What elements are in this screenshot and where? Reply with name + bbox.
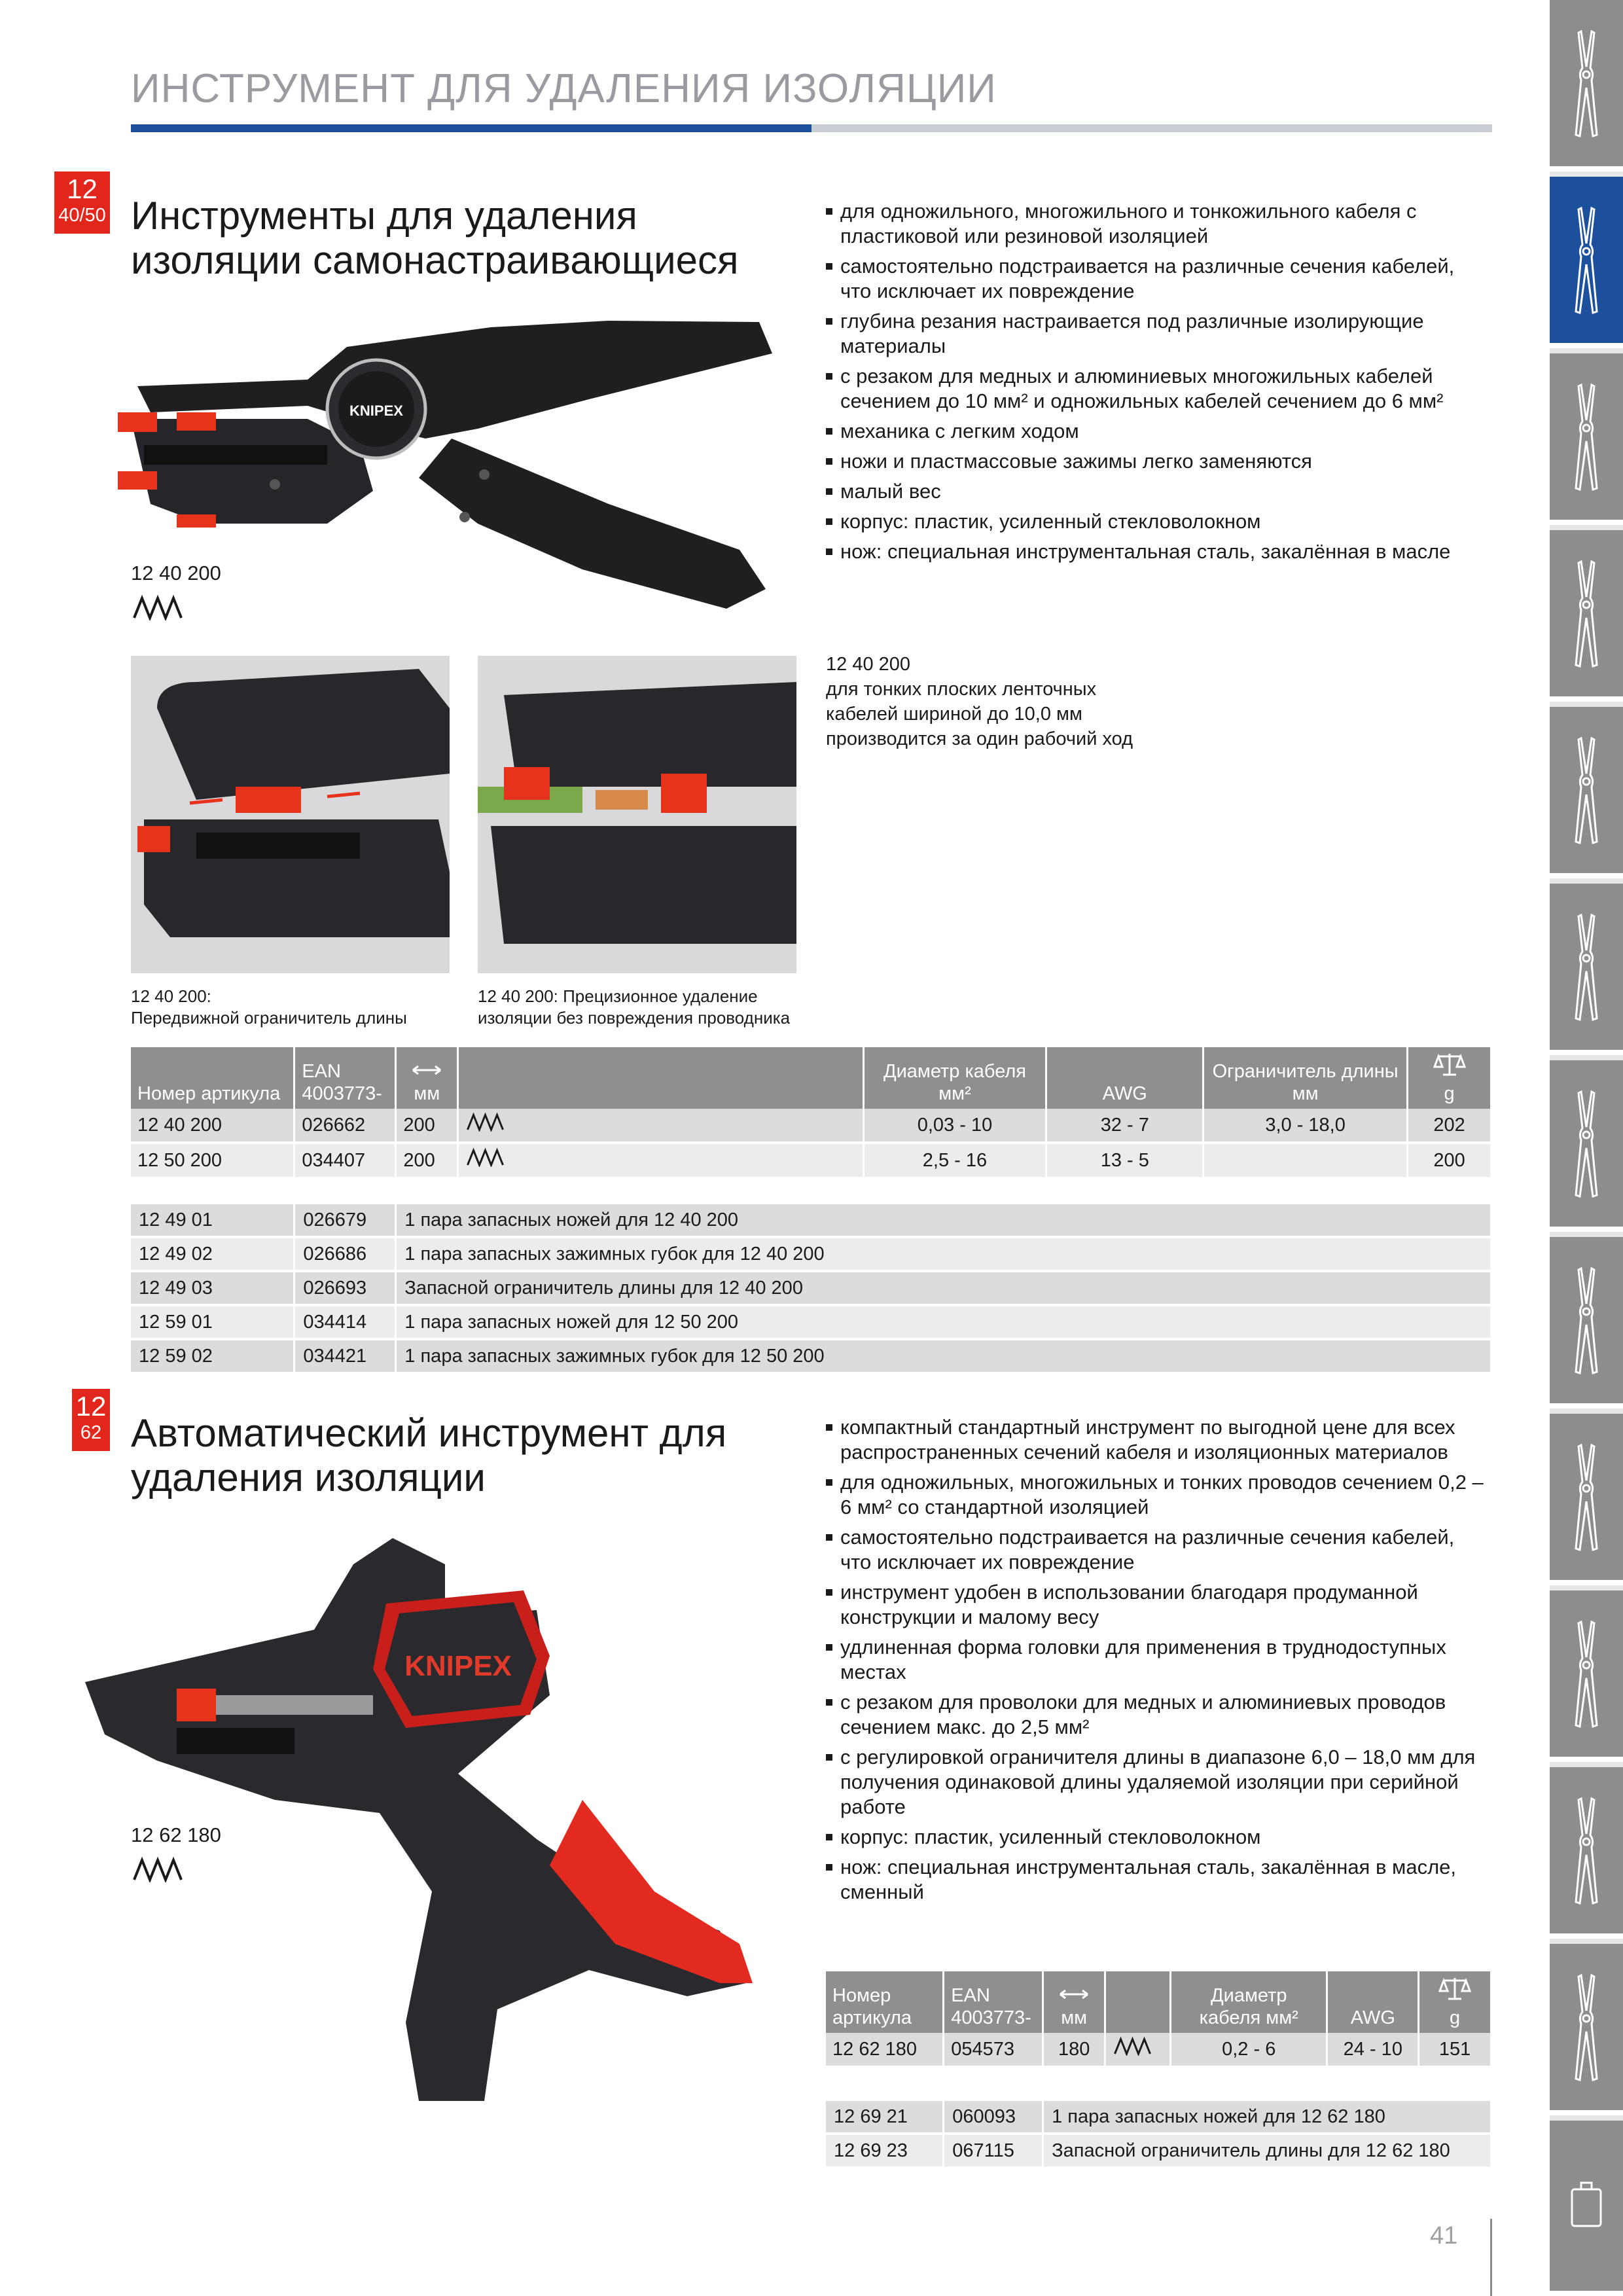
feature-item: с резаком для проволоки для медных и алюминиевых проводов сечением макс. до 2,5 мм² — [826, 1690, 1487, 1740]
cell-ean: 026679 — [294, 1204, 396, 1237]
header-weight-unit: g — [1444, 1083, 1455, 1104]
header-limiter: Ограничитель длины мм — [1204, 1047, 1408, 1109]
caption-line: 12 40 200: — [131, 986, 211, 1006]
note-line: для тонких плоских ленточных — [826, 679, 1097, 700]
cell-awg: 32 - 7 — [1046, 1109, 1204, 1143]
header-article: Номер артикула — [826, 1971, 944, 2033]
cell-article: 12 49 02 — [131, 1237, 294, 1271]
header-article: Номер артикула — [131, 1047, 294, 1109]
note-line: 12 40 200 — [826, 654, 911, 675]
section-title — [131, 194, 739, 283]
feature-item: ножи и пластмассовые зажимы легко заменяются — [826, 449, 1487, 474]
wire-stripper-icon[interactable] — [1550, 177, 1623, 348]
header-weight — [1419, 1971, 1491, 2033]
detail-photo-length-stop — [131, 656, 450, 973]
cell-weight: 200 — [1408, 1143, 1491, 1178]
cell-article: 12 62 180 — [826, 2033, 944, 2067]
note-line: кабелей шириной до 10,0 мм — [826, 704, 1082, 725]
cell-description: 1 пара запасных ножей для 12 50 200 — [396, 1305, 1491, 1339]
cell-ean: 067115 — [944, 2134, 1043, 2168]
detail-photo-precision-strip — [478, 656, 796, 973]
cell-weight: 151 — [1419, 2033, 1491, 2067]
accessories-table — [131, 1204, 1492, 1374]
feature-item: с резаком для медных и алюминиевых многожильных кабелей сечением до 10 мм² и одножильных кабелей сечением до 6 мм² — [826, 364, 1487, 414]
table-row — [131, 1339, 1491, 1373]
cable-cutter-icon[interactable] — [1550, 1414, 1623, 1585]
needle-nose-pliers-icon[interactable] — [1550, 530, 1623, 702]
accessories-table — [826, 2101, 1492, 2169]
cell-limiter — [1204, 1143, 1408, 1178]
header-rule-blue — [131, 124, 812, 132]
table-row — [131, 1305, 1491, 1339]
feature-item: самостоятельно подстраивается на различные сечения кабелей, что исключает их повреждение — [826, 254, 1487, 304]
spring-icon — [133, 594, 185, 620]
page-number-rule — [1490, 2219, 1492, 2296]
feature-item: корпус: пластик, усиленный стекловолокном — [826, 1825, 1487, 1850]
feature-item: для одножильного, многожильного и тонкожильного кабеля с пластиковой или резиновой изоляцией — [826, 199, 1487, 249]
photo-caption — [478, 986, 790, 1029]
feature-item: с регулировкой ограничителя длины в диапазоне 6,0 – 18,0 мм для получения одинаковой длины удаляемой изоляции при серийной работе — [826, 1745, 1487, 1820]
header-length-unit: мм — [1061, 2007, 1088, 2028]
cell-ean: 054573 — [944, 2033, 1043, 2067]
cell-diameter: 0,2 - 6 — [1171, 2033, 1327, 2067]
tool-brand-text: KNIPEX — [349, 403, 403, 419]
punch-pliers-icon[interactable] — [1550, 1237, 1623, 1408]
header-ean: EAN 4003773- — [294, 1047, 396, 1109]
category-sidebar — [1550, 0, 1623, 2296]
badge-number: 12 — [67, 173, 98, 204]
badge-subnumber: 40/50 — [58, 205, 106, 226]
cell-length: 200 — [396, 1143, 458, 1178]
cell-length: 200 — [396, 1109, 458, 1143]
feature-item: для одножильных, многожильных и тонких проводов сечением 0,2 – 6 мм² со стандартной изоляцией — [826, 1470, 1487, 1520]
cell-description: 1 пара запасных ножей для 12 62 180 — [1043, 2101, 1491, 2134]
table-row — [826, 2134, 1491, 2168]
header-length-unit: мм — [414, 1083, 440, 1104]
section-title — [131, 1411, 726, 1500]
feature-item: малый вес — [826, 479, 1487, 504]
product-note — [826, 652, 1133, 751]
spring-icon — [465, 1112, 507, 1132]
feature-item: механика с легким ходом — [826, 419, 1487, 444]
length-arrow-icon — [410, 1063, 443, 1077]
badge-number: 12 — [75, 1391, 107, 1422]
circlip-pliers-icon[interactable] — [1550, 1944, 1623, 2115]
cell-ean: 060093 — [944, 2101, 1043, 2134]
long-nose-pliers-icon[interactable] — [1550, 353, 1623, 525]
cell-description: 1 пара запасных ножей для 12 40 200 — [396, 1204, 1491, 1237]
cell-weight: 202 — [1408, 1109, 1491, 1143]
section-badge — [54, 171, 110, 234]
header-diameter: Диаметр кабеля мм² — [863, 1047, 1046, 1109]
cell-ean: 034407 — [294, 1143, 396, 1178]
table-row — [131, 1237, 1491, 1271]
feature-item: удлиненная форма головки для применения в труднодоступных местах — [826, 1635, 1487, 1685]
cell-article: 12 69 23 — [826, 2134, 944, 2168]
caption-line: изоляции без повреждения проводника — [478, 1008, 791, 1028]
header-rule-grey — [812, 124, 1492, 132]
cell-ean: 034414 — [294, 1305, 396, 1339]
cell-article: 12 59 01 — [131, 1305, 294, 1339]
cell-article: 12 49 01 — [131, 1204, 294, 1237]
table-row — [131, 1204, 1491, 1237]
header-blank — [1105, 1971, 1171, 2033]
product-label: 12 62 180 — [131, 1823, 221, 1846]
water-pump-pliers-icon[interactable] — [1550, 1060, 1623, 1232]
feature-item: компактный стандартный инструмент по выгодной цене для всех распространенных сечений кабеля и изоляционных материалов — [826, 1415, 1487, 1465]
caption-line: Передвижной ограничитель длины — [131, 1008, 407, 1028]
header-ean: EAN 4003773- — [944, 1971, 1043, 2033]
header-diameter: Диаметр кабеля мм² — [1171, 1971, 1327, 2033]
cell-spring — [458, 1143, 863, 1178]
end-cutter-icon[interactable] — [1550, 707, 1623, 878]
crimping-pliers-icon[interactable] — [1550, 1590, 1623, 1762]
cell-article: 12 69 21 — [826, 2101, 944, 2134]
badge-subnumber: 62 — [80, 1422, 102, 1443]
tool-brand-text: KNIPEX — [404, 1650, 512, 1682]
photo-caption — [131, 986, 407, 1029]
scale-icon — [1438, 1975, 1471, 2001]
pliers-icon[interactable] — [1550, 0, 1623, 171]
table-row — [131, 1109, 1491, 1143]
cell-length: 180 — [1043, 2033, 1105, 2067]
feature-list — [826, 1415, 1487, 1910]
table-row — [131, 1143, 1491, 1178]
feature-item: самостоятельно подстраивается на различные сечения кабелей, что исключает их повреждение — [826, 1525, 1487, 1575]
cell-ean: 026662 — [294, 1109, 396, 1143]
cell-description: 1 пара запасных зажимных губок для 12 50 200 — [396, 1339, 1491, 1373]
cell-spring — [458, 1109, 863, 1143]
cell-description: 1 пара запасных зажимных губок для 12 40 200 — [396, 1237, 1491, 1271]
cell-description: Запасной ограничитель длины для 12 40 200 — [396, 1271, 1491, 1305]
feature-item: глубина резания настраивается под различные изолирующие материалы — [826, 309, 1487, 359]
header-awg: AWG — [1046, 1047, 1204, 1109]
feature-item: нож: специальная инструментальная сталь, закалённая в масле — [826, 539, 1487, 564]
section-badge — [72, 1389, 110, 1451]
cell-article: 12 40 200 — [131, 1109, 294, 1143]
header-length — [1043, 1971, 1105, 2033]
section-title-line1: Автоматический инструмент для — [131, 1411, 727, 1455]
note-line: производится за один рабочий ход — [826, 728, 1133, 749]
caption-line: 12 40 200: Прецизионное удаление — [478, 986, 758, 1006]
diagonal-cutter-icon[interactable] — [1550, 884, 1623, 1055]
feature-item: нож: специальная инструментальная сталь, закалённая в масле, сменный — [826, 1855, 1487, 1905]
spring-icon — [465, 1147, 507, 1167]
page-title: ИНСТРУМЕНТ ДЛЯ УДАЛЕНИЯ ИЗОЛЯЦИИ — [131, 66, 997, 111]
cutter-pliers-icon[interactable] — [1550, 1767, 1623, 1939]
product-image-12-62-180 — [79, 1525, 785, 2114]
feature-list — [826, 199, 1487, 569]
spring-icon — [1113, 2036, 1154, 2056]
scale-icon — [1433, 1051, 1466, 1077]
length-arrow-icon — [1058, 1987, 1090, 2001]
cell-awg: 13 - 5 — [1046, 1143, 1204, 1178]
table-row — [131, 1271, 1491, 1305]
cell-diameter: 2,5 - 16 — [863, 1143, 1046, 1178]
page-number: 41 — [1430, 2222, 1458, 2250]
cell-ean: 026686 — [294, 1237, 396, 1271]
section-title-line2: изоляции самонастраивающиеся — [131, 238, 739, 282]
header-blank — [458, 1047, 863, 1109]
cell-awg: 24 - 10 — [1327, 2033, 1419, 2067]
table-row — [826, 2033, 1491, 2067]
cell-ean: 034421 — [294, 1339, 396, 1373]
product-label: 12 40 200 — [131, 562, 221, 584]
cell-article: 12 59 02 — [131, 1339, 294, 1373]
feature-item: инструмент удобен в использовании благодаря продуманной конструкции и малому весу — [826, 1580, 1487, 1630]
cell-spring — [1105, 2033, 1171, 2067]
section-title-line2: удаления изоляции — [131, 1456, 486, 1499]
header-weight-unit: g — [1450, 2007, 1461, 2028]
tool-case-icon[interactable] — [1550, 2121, 1623, 2296]
section-title-line1: Инструменты для удаления — [131, 194, 637, 238]
header-length — [396, 1047, 458, 1109]
cell-ean: 026693 — [294, 1271, 396, 1305]
spec-table — [826, 1971, 1492, 2068]
spring-icon — [133, 1856, 185, 1882]
header-awg: AWG — [1327, 1971, 1419, 2033]
cell-article: 12 50 200 — [131, 1143, 294, 1178]
cell-description: Запасной ограничитель длины для 12 62 180 — [1043, 2134, 1491, 2168]
spec-table — [131, 1047, 1492, 1179]
cell-article: 12 49 03 — [131, 1271, 294, 1305]
feature-item: корпус: пластик, усиленный стекловолокном — [826, 509, 1487, 534]
cell-diameter: 0,03 - 10 — [863, 1109, 1046, 1143]
table-row — [826, 2101, 1491, 2134]
cell-limiter: 3,0 - 18,0 — [1204, 1109, 1408, 1143]
header-weight — [1408, 1047, 1491, 1109]
